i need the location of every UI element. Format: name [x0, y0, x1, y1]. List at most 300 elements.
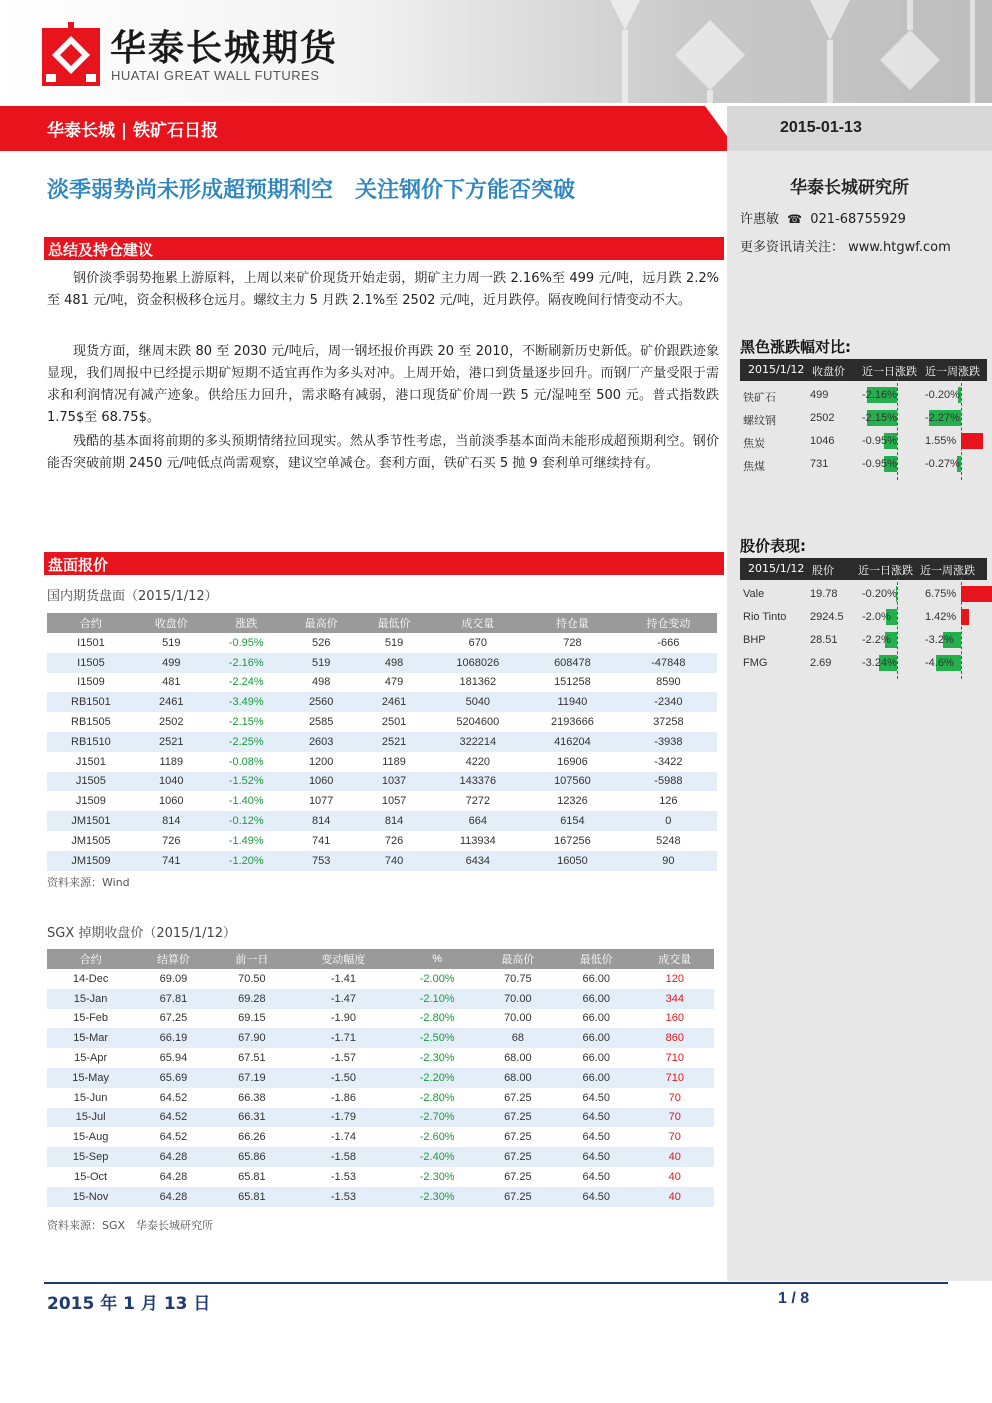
page-number: 1 / 8 [778, 1290, 810, 1307]
table-cell: 167256 [554, 834, 591, 847]
table-cell: 2461 [358, 692, 431, 712]
column-header: 变动幅度 [291, 949, 396, 969]
table-cell: 67.25 [479, 1147, 557, 1167]
sgx-table-title: SGX 掉期收盘价（2015/1/12） [47, 926, 237, 941]
table-cell: 66.00 [582, 972, 611, 985]
table-cell: 40 [668, 1170, 681, 1183]
more-info [740, 236, 951, 255]
row-day-change: -0.95% [862, 435, 897, 447]
table-cell: -1.50 [291, 1068, 396, 1088]
report-date: 2015-01-13 [780, 119, 862, 136]
table-cell: 860 [636, 1028, 714, 1048]
column-header: 收盘价 [135, 613, 208, 633]
row-name: 铁矿石 [743, 392, 776, 404]
table-cell: 519 [162, 636, 181, 649]
table-cell: 15-Feb [73, 1012, 109, 1025]
table-cell: -1.40% [228, 795, 264, 808]
black-header-w1: 近一周涨跌 [925, 365, 980, 378]
table-cell: 1037 [358, 772, 431, 792]
table-row [47, 989, 714, 1009]
table-cell: 120 [665, 972, 684, 985]
table-cell: 64.50 [557, 1108, 635, 1128]
table-cell: 70 [668, 1091, 681, 1104]
table-cell: 67.25 [504, 1091, 532, 1104]
stock-header-date: 2015/1/12 [748, 562, 805, 575]
table-cell: 2502 [159, 716, 184, 729]
table-cell: 67.25 [479, 1108, 557, 1128]
table-cell: 15-Nov [47, 1187, 134, 1207]
black-header-d1: 近一日涨跌 [862, 365, 917, 378]
table-cell: 4220 [465, 755, 491, 768]
table-cell: 66.38 [238, 1091, 266, 1104]
analyst-contact [740, 208, 906, 227]
row-close: 2924.5 [810, 611, 844, 623]
row-name: Vale [743, 588, 765, 600]
row-name: FMG [743, 657, 768, 669]
table-cell: 498 [358, 653, 431, 673]
table-cell: -1.47 [291, 989, 396, 1009]
table-cell: -2.25% [208, 732, 285, 752]
brand-name-cn: 华泰长城期货 [110, 28, 339, 69]
table-cell: -2340 [620, 692, 717, 712]
comparison-row [740, 453, 987, 476]
table-cell: -1.90 [330, 1012, 356, 1025]
table-cell: -2.24% [228, 676, 264, 689]
table-cell: -3422 [654, 755, 683, 768]
row-week-change: 6.75% [925, 588, 957, 600]
table-row [47, 1187, 714, 1207]
table-cell: 1060 [285, 772, 358, 792]
zero-axis-line [961, 577, 962, 679]
column-header: % [396, 949, 479, 969]
table-cell: J1505 [47, 772, 135, 792]
row-close: 28.51 [810, 634, 838, 646]
black-compare-title: 黑色涨跌幅对比: [740, 338, 851, 356]
table-cell: 8590 [656, 676, 681, 689]
table-cell: 40 [636, 1187, 714, 1207]
table-cell: -2.30% [396, 1187, 479, 1207]
table-row [47, 1147, 714, 1167]
stock-header-w1: 近一周涨跌 [920, 564, 975, 577]
table-row [47, 831, 717, 851]
table-cell: 5040 [431, 692, 526, 712]
table-row [47, 1009, 714, 1029]
row-day-change: -0.95% [862, 458, 897, 470]
table-cell: 69.28 [213, 989, 291, 1009]
row-close: 731 [810, 458, 829, 470]
table-cell: 519 [384, 636, 404, 649]
row-close: 2.69 [810, 657, 832, 669]
table-cell: -2.30% [419, 1170, 455, 1183]
comparison-row [740, 606, 987, 629]
table-cell: -1.74 [330, 1131, 356, 1144]
table-cell: 526 [312, 636, 331, 649]
column-header: 最高价 [479, 949, 557, 969]
table-cell: -3938 [620, 732, 717, 752]
table-cell: 64.52 [159, 1091, 188, 1104]
table-cell: 664 [431, 811, 526, 831]
table-cell: 753 [285, 851, 358, 871]
table-cell: 2603 [285, 732, 358, 752]
table-cell: 2461 [135, 692, 208, 712]
table-cell: 2560 [285, 692, 358, 712]
row-close: 1046 [810, 435, 835, 447]
table-cell: 2521 [135, 732, 208, 752]
table-cell: 66.00 [557, 989, 635, 1009]
comparison-row [740, 384, 987, 407]
table-cell: J1509 [75, 795, 106, 808]
table-cell: 64.50 [557, 1147, 635, 1167]
row-day-change: -2.2% [862, 634, 891, 646]
table-cell: -1.79 [291, 1108, 396, 1128]
table-cell: 416204 [525, 732, 620, 752]
analyst-name: 许惠敏 [740, 212, 780, 227]
table-cell: 726 [162, 834, 181, 847]
table-cell: 151258 [554, 676, 591, 689]
comparison-row [740, 583, 987, 606]
column-header: 成交量 [431, 613, 526, 633]
summary-paragraph-1: 钢价淡季弱势拖累上游原料，上周以来矿价现货开始走弱，期矿主力周一跌 2.16%至 499 元/吨，远月跌 2.2%至 481 元/吨，资金积极移仓远月。螺纹主力 5 月跌 2.1%至 2502 元/吨，近月跌停。隔夜晚间行情变动不大。 [47, 271, 719, 308]
table-cell: 15-Oct [74, 1170, 108, 1183]
table-cell: 67.90 [213, 1028, 291, 1048]
table-cell: 481 [162, 676, 181, 689]
table-cell: 69.15 [238, 1012, 266, 1025]
table-cell: JM1509 [47, 851, 135, 871]
table-cell: 66.00 [582, 1012, 611, 1025]
stock-header-price: 股价 [812, 564, 834, 577]
main-title: 淡季弱势尚未形成超预期利空 关注钢价下方能否突破 [47, 178, 576, 203]
table-cell: -2.80% [419, 1091, 455, 1104]
table-cell: 64.52 [159, 1131, 188, 1144]
column-header: 合约 [47, 613, 135, 633]
table-cell: -2.40% [396, 1147, 479, 1167]
table-cell: -1.52% [208, 772, 285, 792]
table-row [47, 969, 714, 989]
table-cell: 66.31 [213, 1108, 291, 1128]
row-name: Rio Tinto [743, 611, 787, 623]
table-cell: 6434 [431, 851, 526, 871]
table-row [47, 752, 717, 772]
table-cell: 1200 [308, 755, 334, 768]
row-day-change: -2.15% [862, 412, 897, 424]
table-cell: 69.09 [159, 972, 188, 985]
table-cell: 64.50 [582, 1091, 611, 1104]
table-cell: -1.71 [291, 1028, 396, 1048]
footer-divider [44, 1282, 948, 1284]
table-cell: -3.49% [208, 692, 285, 712]
table-cell: 814 [358, 811, 431, 831]
table-cell: -1.53 [330, 1170, 356, 1183]
table-cell: 5248 [656, 834, 681, 847]
table-row [47, 1028, 714, 1048]
table-row [47, 633, 717, 653]
table-cell: J1501 [75, 755, 106, 768]
table-cell: 344 [636, 989, 714, 1009]
table-cell: -0.08% [228, 755, 264, 768]
summary-paragraph-2: 现货方面，继周末跌 80 至 2030 元/吨后，周一钢坯报价再跌 20 至 2010，不断刷新历史新低。矿价跟跌迹象显现，我们周报中已经提示期矿短期不适宜再作为多头对冲。上周开始，港口到货量逐步回升。而钢厂产量受限于需求和利润情况有减产迹象。供给压力回升，需求略有减弱，港口现货矿价周一跌 5 元/湿吨至 500 元。普式指数跌 1.75$至 68.75$。 [47, 344, 719, 425]
table-cell: 66.00 [557, 1068, 635, 1088]
table-cell: 70.00 [504, 1012, 532, 1025]
table-row [47, 1068, 714, 1088]
column-header: 最低价 [557, 949, 635, 969]
table-cell: 68.00 [479, 1068, 557, 1088]
zero-axis-line [897, 378, 898, 480]
table-cell: 67.25 [504, 1170, 532, 1183]
table-row [47, 653, 717, 673]
summary-paragraph-3: 残酷的基本面将前期的多头预期情绪拉回现实。然从季节性考虑，当前淡季基本面尚未能形成超预期利空。钢价能否突破前期 2450 元/吨低点尚需观察，建议空单减仓。套利方面，铁矿石买 5 抛 9 套利单可继续持有。 [47, 434, 719, 471]
table-cell: -2.20% [396, 1068, 479, 1088]
sidebar [727, 151, 992, 1281]
table-cell: -0.12% [208, 811, 285, 831]
table-cell: 710 [665, 1052, 684, 1065]
table-cell: 64.28 [134, 1187, 212, 1207]
footer-date: 2015 年 1 月 13 日 [47, 1294, 211, 1314]
table-cell: 7272 [465, 795, 491, 808]
table-cell: -1.86 [330, 1091, 356, 1104]
black-header-date: 2015/1/12 [748, 363, 805, 376]
domestic-futures-table [47, 613, 717, 871]
table-cell: 1060 [159, 795, 184, 808]
gain-bar [961, 609, 969, 625]
brand-name-en: HUATAI GREAT WALL FUTURES [111, 68, 320, 83]
table-cell: 1068026 [431, 653, 526, 673]
table-cell: -2.15% [228, 716, 264, 729]
table-cell: -2.70% [396, 1108, 479, 1128]
table-cell: 90 [620, 851, 717, 871]
row-name: BHP [743, 634, 766, 646]
table-cell: 498 [312, 676, 331, 689]
table-cell: -1.49% [228, 834, 264, 847]
table-cell: I1509 [77, 676, 105, 689]
table-cell: 814 [135, 811, 208, 831]
table-row [47, 791, 717, 811]
summary-heading: 总结及持仓建议 [48, 241, 154, 259]
summary-heading-bar [44, 237, 724, 260]
table-cell: 66.19 [134, 1028, 212, 1048]
table-cell: 15-Jul [47, 1108, 134, 1128]
table-cell: -2.80% [419, 1012, 455, 1025]
table-cell: -47848 [620, 653, 717, 673]
table-cell: 66.26 [238, 1131, 266, 1144]
column-header: 合约 [47, 949, 134, 969]
table-cell: 15-Sep [47, 1147, 134, 1167]
black-header-close: 收盘价 [812, 365, 845, 378]
website-link[interactable]: www.htgwf.com [848, 240, 951, 255]
table-cell: JM1505 [71, 834, 111, 847]
phone-icon: ☎ [787, 212, 803, 226]
table-cell: 1189 [382, 755, 406, 768]
table-cell: 14-Dec [72, 972, 109, 985]
table-cell: 107560 [525, 772, 620, 792]
table-cell: -1.58 [291, 1147, 396, 1167]
table-cell: 37258 [653, 716, 684, 729]
table-row [47, 1127, 714, 1147]
table-cell: 70 [668, 1131, 681, 1144]
table-row [47, 1167, 714, 1187]
table-cell: -2.10% [396, 989, 479, 1009]
table-cell: 1057 [381, 795, 407, 808]
table-cell: 16050 [525, 851, 620, 871]
table-cell: 70.75 [504, 972, 532, 985]
table-cell: 608478 [525, 653, 620, 673]
comparison-row [740, 430, 987, 453]
table-cell: 519 [285, 653, 358, 673]
table-cell: 67.25 [504, 1131, 532, 1144]
table-row [47, 772, 717, 792]
table-cell: 126 [659, 795, 678, 808]
table-cell: -1.57 [330, 1052, 356, 1065]
table-row [47, 673, 717, 693]
table-cell: 68.00 [504, 1052, 532, 1065]
analyst-phone: 021-68755929 [810, 212, 906, 227]
table-cell: 740 [358, 851, 431, 871]
row-week-change: -0.20% [925, 389, 960, 401]
company-logo [42, 22, 100, 86]
row-week-change: -0.27% [925, 458, 960, 470]
row-week-change: 1.42% [925, 611, 957, 623]
sgx-source: 资料来源：SGX 华泰长城研究所 [47, 1219, 214, 1232]
zero-axis-line [897, 577, 898, 679]
row-name: 螺纹钢 [743, 415, 776, 427]
table-row [47, 732, 717, 752]
table-cell: 728 [563, 636, 582, 649]
table-cell: RB1501 [47, 692, 135, 712]
table-cell: 65.81 [213, 1187, 291, 1207]
column-header: 持仓变动 [620, 613, 717, 633]
table-cell: 741 [135, 851, 208, 871]
table-cell: 70 [636, 1108, 714, 1128]
table-row [47, 851, 717, 871]
table-cell: 2501 [381, 716, 407, 729]
table-cell: 16906 [557, 755, 588, 768]
table-cell: 2193666 [551, 716, 594, 729]
table-row [47, 692, 717, 712]
table-cell: 40 [636, 1147, 714, 1167]
table-cell: 64.50 [582, 1170, 611, 1183]
row-close: 499 [810, 389, 829, 401]
gain-bar [961, 433, 983, 449]
table-cell: 479 [384, 676, 404, 689]
table-cell: 2521 [358, 732, 431, 752]
table-cell: -1.20% [208, 851, 285, 871]
table-row [47, 811, 717, 831]
more-info-label: 更多资讯请关注： [740, 240, 845, 255]
gain-bar [961, 586, 992, 602]
table-cell: 670 [468, 636, 487, 649]
table-cell: 70.50 [238, 972, 266, 985]
table-cell: -0.95% [228, 636, 264, 649]
row-day-change: -2.0% [862, 611, 891, 623]
table-cell: -5988 [620, 772, 717, 792]
sgx-swap-table [47, 949, 714, 1207]
table-cell: 160 [665, 1012, 684, 1025]
table-cell: 5204600 [456, 716, 500, 729]
table-cell: 113934 [459, 834, 496, 847]
domestic-table-title: 国内期货盘面（2015/1/12） [47, 589, 218, 604]
row-week-change: -2.27% [925, 412, 960, 424]
comparison-row [740, 652, 987, 675]
table-cell: JM1501 [47, 811, 135, 831]
row-close: 19.78 [810, 588, 838, 600]
row-name: 焦煤 [743, 461, 765, 473]
table-cell: -2.60% [419, 1131, 455, 1144]
row-day-change: -2.16% [862, 389, 897, 401]
stock-header-d1: 近一日涨跌 [858, 564, 913, 577]
black-compare-header [740, 359, 987, 381]
row-day-change: -3.24% [862, 657, 897, 669]
table-cell: 143376 [431, 772, 526, 792]
table-cell: RB1510 [47, 732, 135, 752]
table-cell: 15-Jan [47, 989, 134, 1009]
table-cell: 499 [135, 653, 208, 673]
zero-axis-line [961, 378, 962, 480]
table-cell: 1189 [159, 755, 184, 768]
column-header: 结算价 [134, 949, 212, 969]
table-cell: 65.94 [159, 1052, 188, 1065]
table-cell: -2.30% [419, 1052, 455, 1065]
comparison-row [740, 407, 987, 430]
table-cell: 65.69 [134, 1068, 212, 1088]
table-cell: 15-Mar [47, 1028, 134, 1048]
table-cell: 15-Apr [74, 1052, 108, 1065]
table-cell: 726 [384, 834, 404, 847]
table-cell: 1077 [308, 795, 334, 808]
table-cell: -2.50% [396, 1028, 479, 1048]
table-cell: 67.81 [134, 989, 212, 1009]
table-cell: -666 [657, 636, 680, 649]
table-row [47, 1048, 714, 1068]
table-cell: I1501 [77, 636, 105, 649]
table-cell: -2.16% [208, 653, 285, 673]
column-header: 最高价 [285, 613, 358, 633]
table-cell: I1505 [47, 653, 135, 673]
column-header: 前一日 [213, 949, 291, 969]
row-close: 2502 [810, 412, 835, 424]
table-cell: 66.00 [557, 1028, 635, 1048]
table-cell: RB1505 [71, 716, 111, 729]
table-cell: 65.86 [213, 1147, 291, 1167]
table-cell: 66.00 [582, 1052, 611, 1065]
table-cell: -2.00% [419, 972, 455, 985]
table-cell: -1.53 [291, 1187, 396, 1207]
table-cell: 68 [479, 1028, 557, 1048]
table-cell: 1040 [135, 772, 208, 792]
table-row [47, 1108, 714, 1128]
table-cell: 67.19 [213, 1068, 291, 1088]
table-cell: 67.25 [479, 1187, 557, 1207]
column-header: 最低价 [358, 613, 431, 633]
table-cell: 741 [312, 834, 331, 847]
table-cell: 12326 [557, 795, 588, 808]
table-cell: 322214 [431, 732, 526, 752]
table-cell: 15-May [47, 1068, 134, 1088]
table-cell: 0 [620, 811, 717, 831]
table-cell: 65.81 [238, 1170, 266, 1183]
table-cell: 814 [285, 811, 358, 831]
table-cell: -1.41 [330, 972, 356, 985]
table-cell: 64.52 [134, 1108, 212, 1128]
table-cell: 67.51 [238, 1052, 266, 1065]
table-cell: 67.25 [159, 1012, 188, 1025]
stock-perf-header [740, 558, 987, 580]
quote-heading-bar [44, 552, 724, 575]
institute-name: 华泰长城研究所 [790, 178, 909, 198]
table-cell: 70.00 [479, 989, 557, 1009]
table-row [47, 1088, 714, 1108]
column-header: 涨跌 [208, 613, 285, 633]
row-day-change: -0.20% [862, 588, 897, 600]
table-cell: 15-Jun [73, 1091, 108, 1104]
